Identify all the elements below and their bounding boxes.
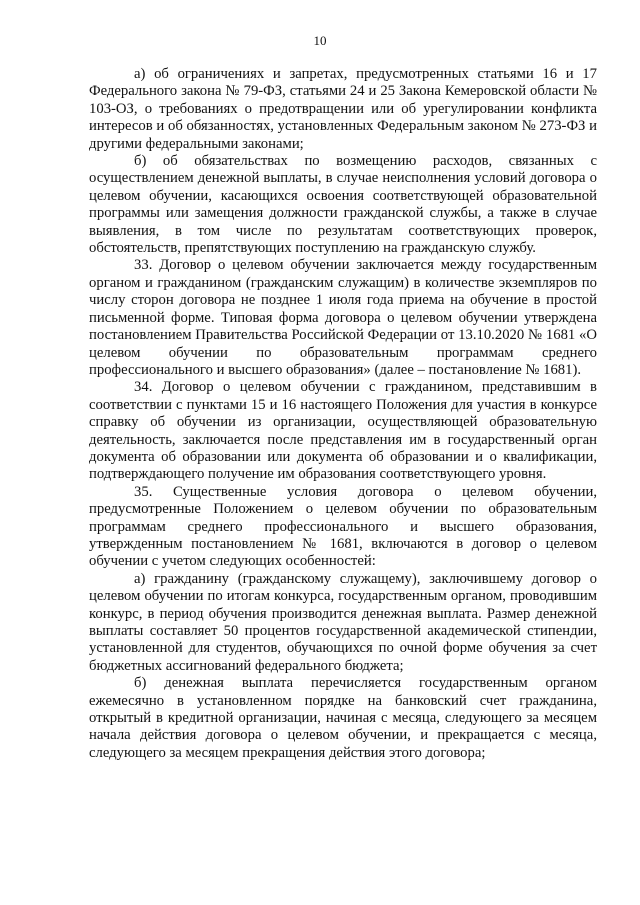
document-body: [89, 66, 597, 762]
paragraph-clause-35: 35. Существенные условия договора о целевом обучении, предусмотренные Положением о целевом обучении по образовательным программам среднего профессионального и высшего образования, утвержденным постановлением № 1681, включаются в договор о целевом обучении с учетом следующих особенностей:: [89, 483, 597, 570]
paragraph-item-b-transfer: б) денежная выплата перечисляется государственным органом ежемесячно в установленном порядке на банковский счет гражданина, открытый в кредитной организации, начиная с месяца, следующего за месяцем начала действия договора о целевом обучении, и прекращается с месяца, следующего за месяцем прекращения действия этого договора;: [89, 675, 597, 761]
page-number: 10: [313, 33, 327, 48]
paragraph-clause-33: 33. Договор о целевом обучении заключается между государственным органом и гражданином (гражданским служащим) в количестве экземпляров по числу сторон договора не позднее 1 июля года приема на обучение в простой письменной форме. Типовая форма договора о целевом обучении утверждена постановлением Правительства Российской Федерации от 13.10.2020 № 1681 «О целевом обучении по образовательным программам среднего профессионального и высшего образования» (далее – постановление № 1681).: [89, 257, 597, 378]
paragraph-item-a-payment: а) гражданину (гражданскому служащему), заключившему договор о целевом обучении по итогам конкурса, государственным органом, проводившим конкурс, в период обучения производится денежная выплата. Размер денежной выплаты составляет 50 процентов государственной академической стипендии, установленной для студентов, обучающихся по очной форме обучения за счет бюджетных ассигнований федерального бюджета;: [89, 570, 597, 674]
paragraph-clause-34: 34. Договор о целевом обучении с гражданином, представившим в соответствии с пунктами 15 и 16 настоящего Положения для участия в конкурсе справку об обучении из организации, осуществляющей образовательную деятельность, заключается после представления им в государственный орган документа об образовании или документа об образовании и о квалификации, подтверждающего получение им образования соответствующего уровня.: [89, 379, 597, 483]
paragraph-item-b-obligations: б) об обязательствах по возмещению расходов, связанных с осуществлением денежной выплаты, в случае неисполнения условий договора о целевом обучении, касающихся освоения соответствующей образовательной программы или замещения должности гражданской службы, а также в случае выявления, в том числе по результатам соответствующих проверок, обстоятельств, препятствующих поступлению на гражданскую службу.: [89, 153, 597, 257]
paragraph-item-a-restrictions: а) об ограничениях и запретах, предусмотренных статьями 16 и 17 Федерального закона № 79-ФЗ, статьями 24 и 25 Закона Кемеровской области № 103-ОЗ, о требованиях о предотвращении или об урегулировании конфликта интересов и об обязанностях, установленных Федеральным законом № 273-ФЗ и другими федеральными законами;: [89, 66, 597, 152]
